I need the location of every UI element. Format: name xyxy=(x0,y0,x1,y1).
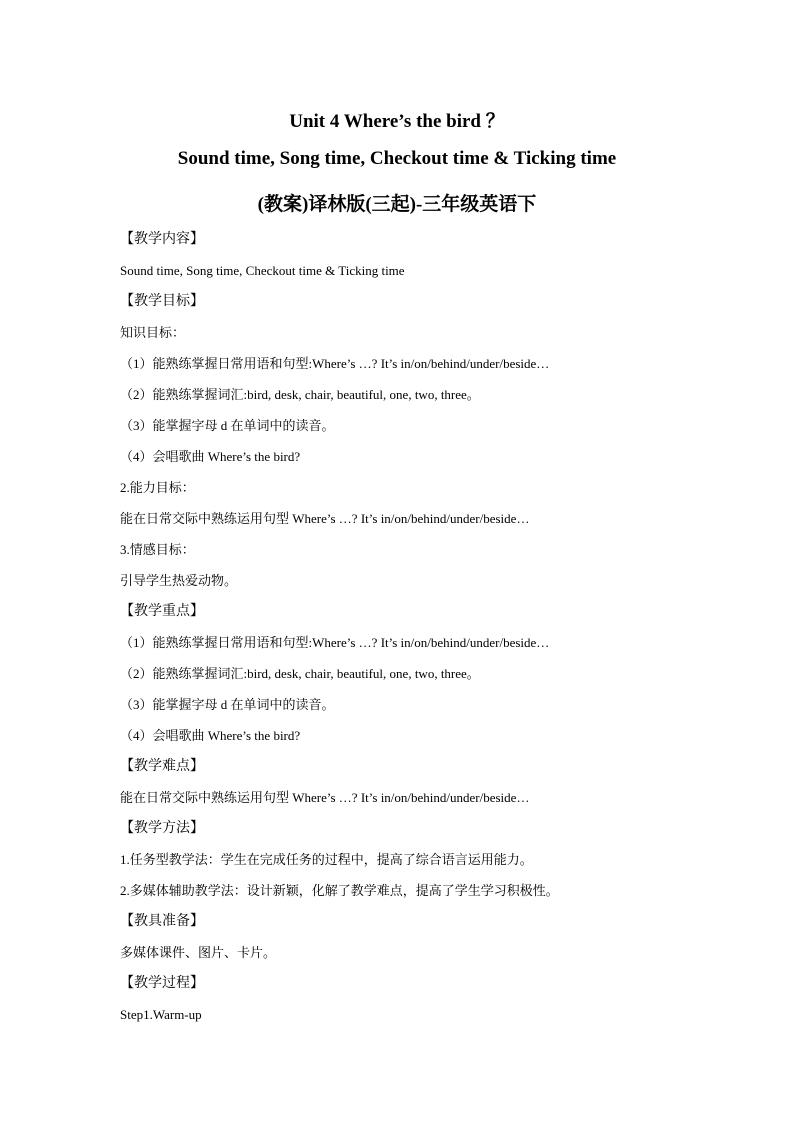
list-item: 1.任务型教学法：学生在完成任务的过程中，提高了综合语言运用能力。 xyxy=(120,852,533,867)
document-subtitle-2: (教案)译林版(三起)-三年级英语下 xyxy=(257,194,537,215)
paragraph: 多媒体课件、图片、卡片。 xyxy=(120,945,277,960)
list-item: （3）能掌握字母 d 在单词中的读音。 xyxy=(120,418,335,433)
section-heading: 【教学目标】 xyxy=(120,294,204,309)
document-title: Unit 4 Where’s the bird ？ xyxy=(289,111,505,132)
document-subtitle: Sound time, Song time, Checkout time & Ticking time xyxy=(177,148,617,169)
list-item: 2.多媒体辅助教学法：设计新颖，化解了教学难点，提高了学生学习积极性。 xyxy=(120,883,559,898)
section-heading: 【教学重点】 xyxy=(120,604,204,619)
section-heading: 【教学过程】 xyxy=(120,976,204,991)
paragraph: 知识目标： xyxy=(120,325,186,340)
list-item: （1）能熟练掌握日常用语和句型:Where’s …? It’s in/on/behind/under/beside… xyxy=(120,635,550,650)
paragraph: 引导学生热爱动物。 xyxy=(120,573,238,588)
paragraph: 3.情感目标： xyxy=(120,542,195,557)
list-item: （4）会唱歌曲 Where’s the bird? xyxy=(120,728,301,743)
section-heading: 【教学方法】 xyxy=(120,821,204,836)
paragraph: 2.能力目标： xyxy=(120,480,195,495)
list-item: （4）会唱歌曲 Where’s the bird? xyxy=(120,449,301,464)
list-item: （1）能熟练掌握日常用语和句型:Where’s …? It’s in/on/behind/under/beside… xyxy=(120,356,550,371)
document-body xyxy=(120,224,760,1030)
section-heading: 【教具准备】 xyxy=(120,914,204,929)
paragraph: 能在日常交际中熟练运用句型 Where’s …? It’s in/on/behind/under/beside… xyxy=(120,511,530,526)
list-item: （2）能熟练掌握词汇:bird, desk, chair, beautiful, one, two, three。 xyxy=(120,387,480,402)
section-heading: 【教学内容】 xyxy=(120,232,204,247)
section-heading: 【教学难点】 xyxy=(120,759,204,774)
list-item: （3）能掌握字母 d 在单词中的读音。 xyxy=(120,697,335,712)
paragraph: Sound time, Song time, Checkout time & Ticking time xyxy=(120,263,405,278)
list-item: （2）能熟练掌握词汇:bird, desk, chair, beautiful, one, two, three。 xyxy=(120,666,480,681)
paragraph: 能在日常交际中熟练运用句型 Where’s …? It’s in/on/behind/under/beside… xyxy=(120,790,530,805)
paragraph: Step1.Warm-up xyxy=(120,1007,202,1022)
